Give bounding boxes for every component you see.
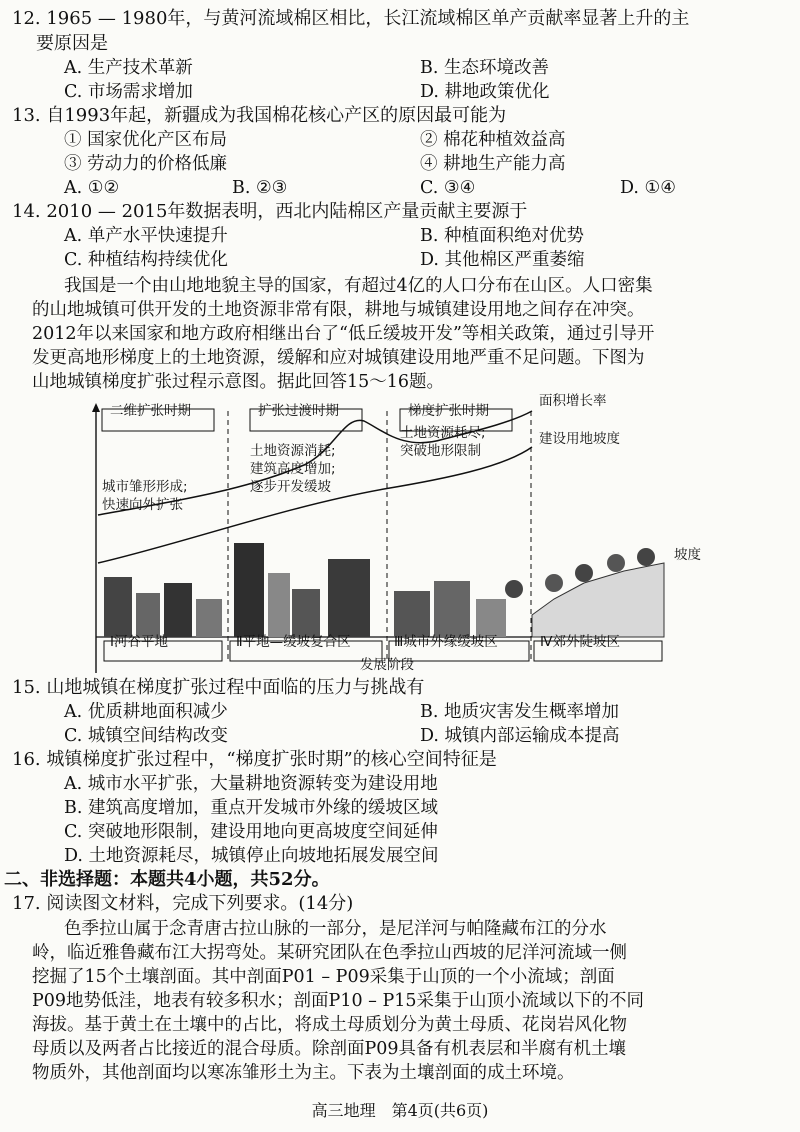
building	[434, 581, 470, 637]
building	[328, 559, 370, 637]
q16-option-a: A. 城市水平扩张，大量耕地资源转变为建设用地	[64, 774, 438, 794]
period-note-1-line1: 城市雏形形成;	[102, 479, 188, 495]
q16-option-b: B. 建筑高度增加，重点开发城市外缘的缓坡区域	[64, 798, 438, 818]
q16-option-c: C. 突破地形限制，建设用地向更高坡度空间延伸	[64, 822, 438, 842]
period-note-2-line1: 土地资源消耗;	[250, 443, 336, 459]
building	[234, 543, 264, 637]
q17-line3: 挖掘了15个土壤剖面。其中剖面P01 – P09采集于山顶的一个小流域；剖面	[32, 967, 615, 987]
q13-item-4: ④ 耕地生产能力高	[420, 154, 566, 174]
q15-option-a: A. 优质耕地面积减少	[64, 702, 228, 722]
y-axis-arrow	[92, 403, 100, 412]
q17-line4: P09地势低洼，地表有较多积水；剖面P10 – P15采集于山顶小流域以下的不同	[32, 991, 645, 1011]
q17-line6: 母质以及两者占比接近的混合母质。除剖面P09具备有机表层和半腐有机土壤	[32, 1039, 627, 1059]
q13-option-c: C. ③④	[420, 178, 476, 198]
q12-stem-line1: 12. 1965 — 1980年，与黄河流域棉区相比，长江流域棉区单产贡献率显著上升的主	[12, 8, 690, 29]
q13-stem: 13. 自1993年起，新疆成为我国棉花核心产区的原因最可能为	[12, 105, 507, 126]
q16-option-d: D. 土地资源耗尽，城镇停止向坡地拓展发展空间	[64, 846, 439, 866]
q12-option-d: D. 耕地政策优化	[420, 82, 550, 102]
period-note-1-line2: 快速向外扩张	[102, 497, 183, 513]
building	[136, 593, 160, 637]
q17-line5: 海拔。基于黄土在土壤中的占比，将成土母质划分为黄土母质、花岗岩风化物	[32, 1015, 627, 1035]
q13-item-1: ① 国家优化产区布局	[64, 130, 228, 150]
intro-line4: 发更高地形梯度上的土地资源，缓解和应对城镇建设用地严重不足问题。下图为	[32, 348, 645, 368]
building	[164, 583, 192, 637]
q12-option-c: C. 市场需求增加	[64, 82, 193, 102]
intro-line5: 山地城镇梯度扩张过程示意图。据此回答15～16题。	[32, 372, 445, 392]
x-axis-caption: 发展阶段	[360, 657, 414, 673]
gradient-expansion-diagram	[84, 394, 724, 676]
period-label-3: 梯度扩张时期	[408, 403, 489, 419]
q13-option-a: A. ①②	[64, 178, 120, 198]
q15-option-b: B. 地质灾害发生概率增加	[420, 702, 619, 722]
section-2-heading: 二、非选择题：本题共4小题，共52分。	[4, 869, 330, 890]
building	[104, 577, 132, 637]
intro-line1: 我国是一个由山地地貌主导的国家，有超过4亿的人口分布在山区。人口密集	[64, 276, 653, 296]
q17-stem: 17. 阅读图文材料，完成下列要求。(14分)	[12, 893, 354, 914]
building	[196, 599, 222, 637]
period-note-3-line2: 突破地形限制	[400, 443, 481, 459]
zone-label-3: Ⅲ城市外缘缓坡区	[394, 634, 498, 650]
q14-option-b: B. 种植面积绝对优势	[420, 226, 584, 246]
q12-stem-line2: 要原因是	[36, 33, 108, 54]
q15-option-d: D. 城镇内部运输成本提高	[420, 726, 620, 746]
q17-line1: 色季拉山属于念青唐古拉山脉的一部分，是尼洋河与帕隆藏布江的分水	[64, 919, 607, 939]
tree	[575, 564, 593, 582]
q13-option-d: D. ①④	[620, 178, 676, 198]
q15-option-c: C. 城镇空间结构改变	[64, 726, 228, 746]
tree	[545, 574, 563, 592]
tree	[607, 554, 625, 572]
zone-label-2: Ⅱ平地—缓坡复合区	[236, 634, 351, 650]
q14-stem: 14. 2010 — 2015年数据表明，西北内陆棉区产量贡献主要源于	[12, 201, 528, 222]
q14-option-a: A. 单产水平快速提升	[64, 226, 228, 246]
q14-option-c: C. 种植结构持续优化	[64, 250, 228, 270]
period-label-1: 二维扩张时期	[110, 403, 191, 419]
slope-label: 坡度	[674, 547, 701, 563]
tree	[637, 548, 655, 566]
q12-option-a: A. 生产技术革新	[64, 58, 193, 78]
q15-stem: 15. 山地城镇在梯度扩张过程中面临的压力与挑战有	[12, 677, 425, 698]
building	[292, 589, 320, 637]
period-note-2-line2: 建筑高度增加;	[250, 461, 336, 477]
period-note-2-line3: 逐步开发缓坡	[250, 479, 331, 495]
period-note-3-line1: 土地资源耗尽;	[400, 425, 486, 441]
q12-option-b: B. 生态环境改善	[420, 58, 549, 78]
q17-line7: 物质外，其他剖面均以寒冻雏形土为主。下表为土壤剖面的成土环境。	[32, 1063, 575, 1083]
period-label-2: 扩张过渡时期	[258, 403, 339, 419]
slope-terrain	[532, 563, 664, 637]
curve-label-area-growth: 面积增长率	[539, 393, 607, 409]
page-footer: 高三地理 第4页(共6页)	[311, 1101, 489, 1120]
q13-item-2: ② 棉花种植效益高	[420, 130, 566, 150]
tree	[505, 580, 523, 598]
q13-item-3: ③ 劳动力的价格低廉	[64, 154, 228, 174]
curve-label-slope: 建设用地坡度	[539, 431, 620, 447]
q13-option-b: B. ②③	[232, 178, 288, 198]
intro-line3: 2012年以来国家和地方政府相继出台了“低丘缓坡开发”等相关政策，通过引导开	[32, 324, 655, 344]
q16-stem: 16. 城镇梯度扩张过程中，“梯度扩张时期”的核心空间特征是	[12, 749, 497, 770]
q14-option-d: D. 其他棉区严重萎缩	[420, 250, 585, 270]
intro-line2: 的山地城镇可供开发的土地资源非常有限，耕地与城镇建设用地之间存在冲突。	[32, 300, 645, 320]
zone-label-4: Ⅳ郊外陡坡区	[540, 634, 620, 650]
building	[268, 573, 290, 637]
zone-label-1: Ⅰ河谷平地	[110, 634, 168, 650]
q17-line2: 岭，临近雅鲁藏布江大拐弯处。某研究团队在色季拉山西坡的尼洋河流域一侧	[32, 943, 627, 963]
building	[394, 591, 430, 637]
building	[476, 599, 506, 637]
